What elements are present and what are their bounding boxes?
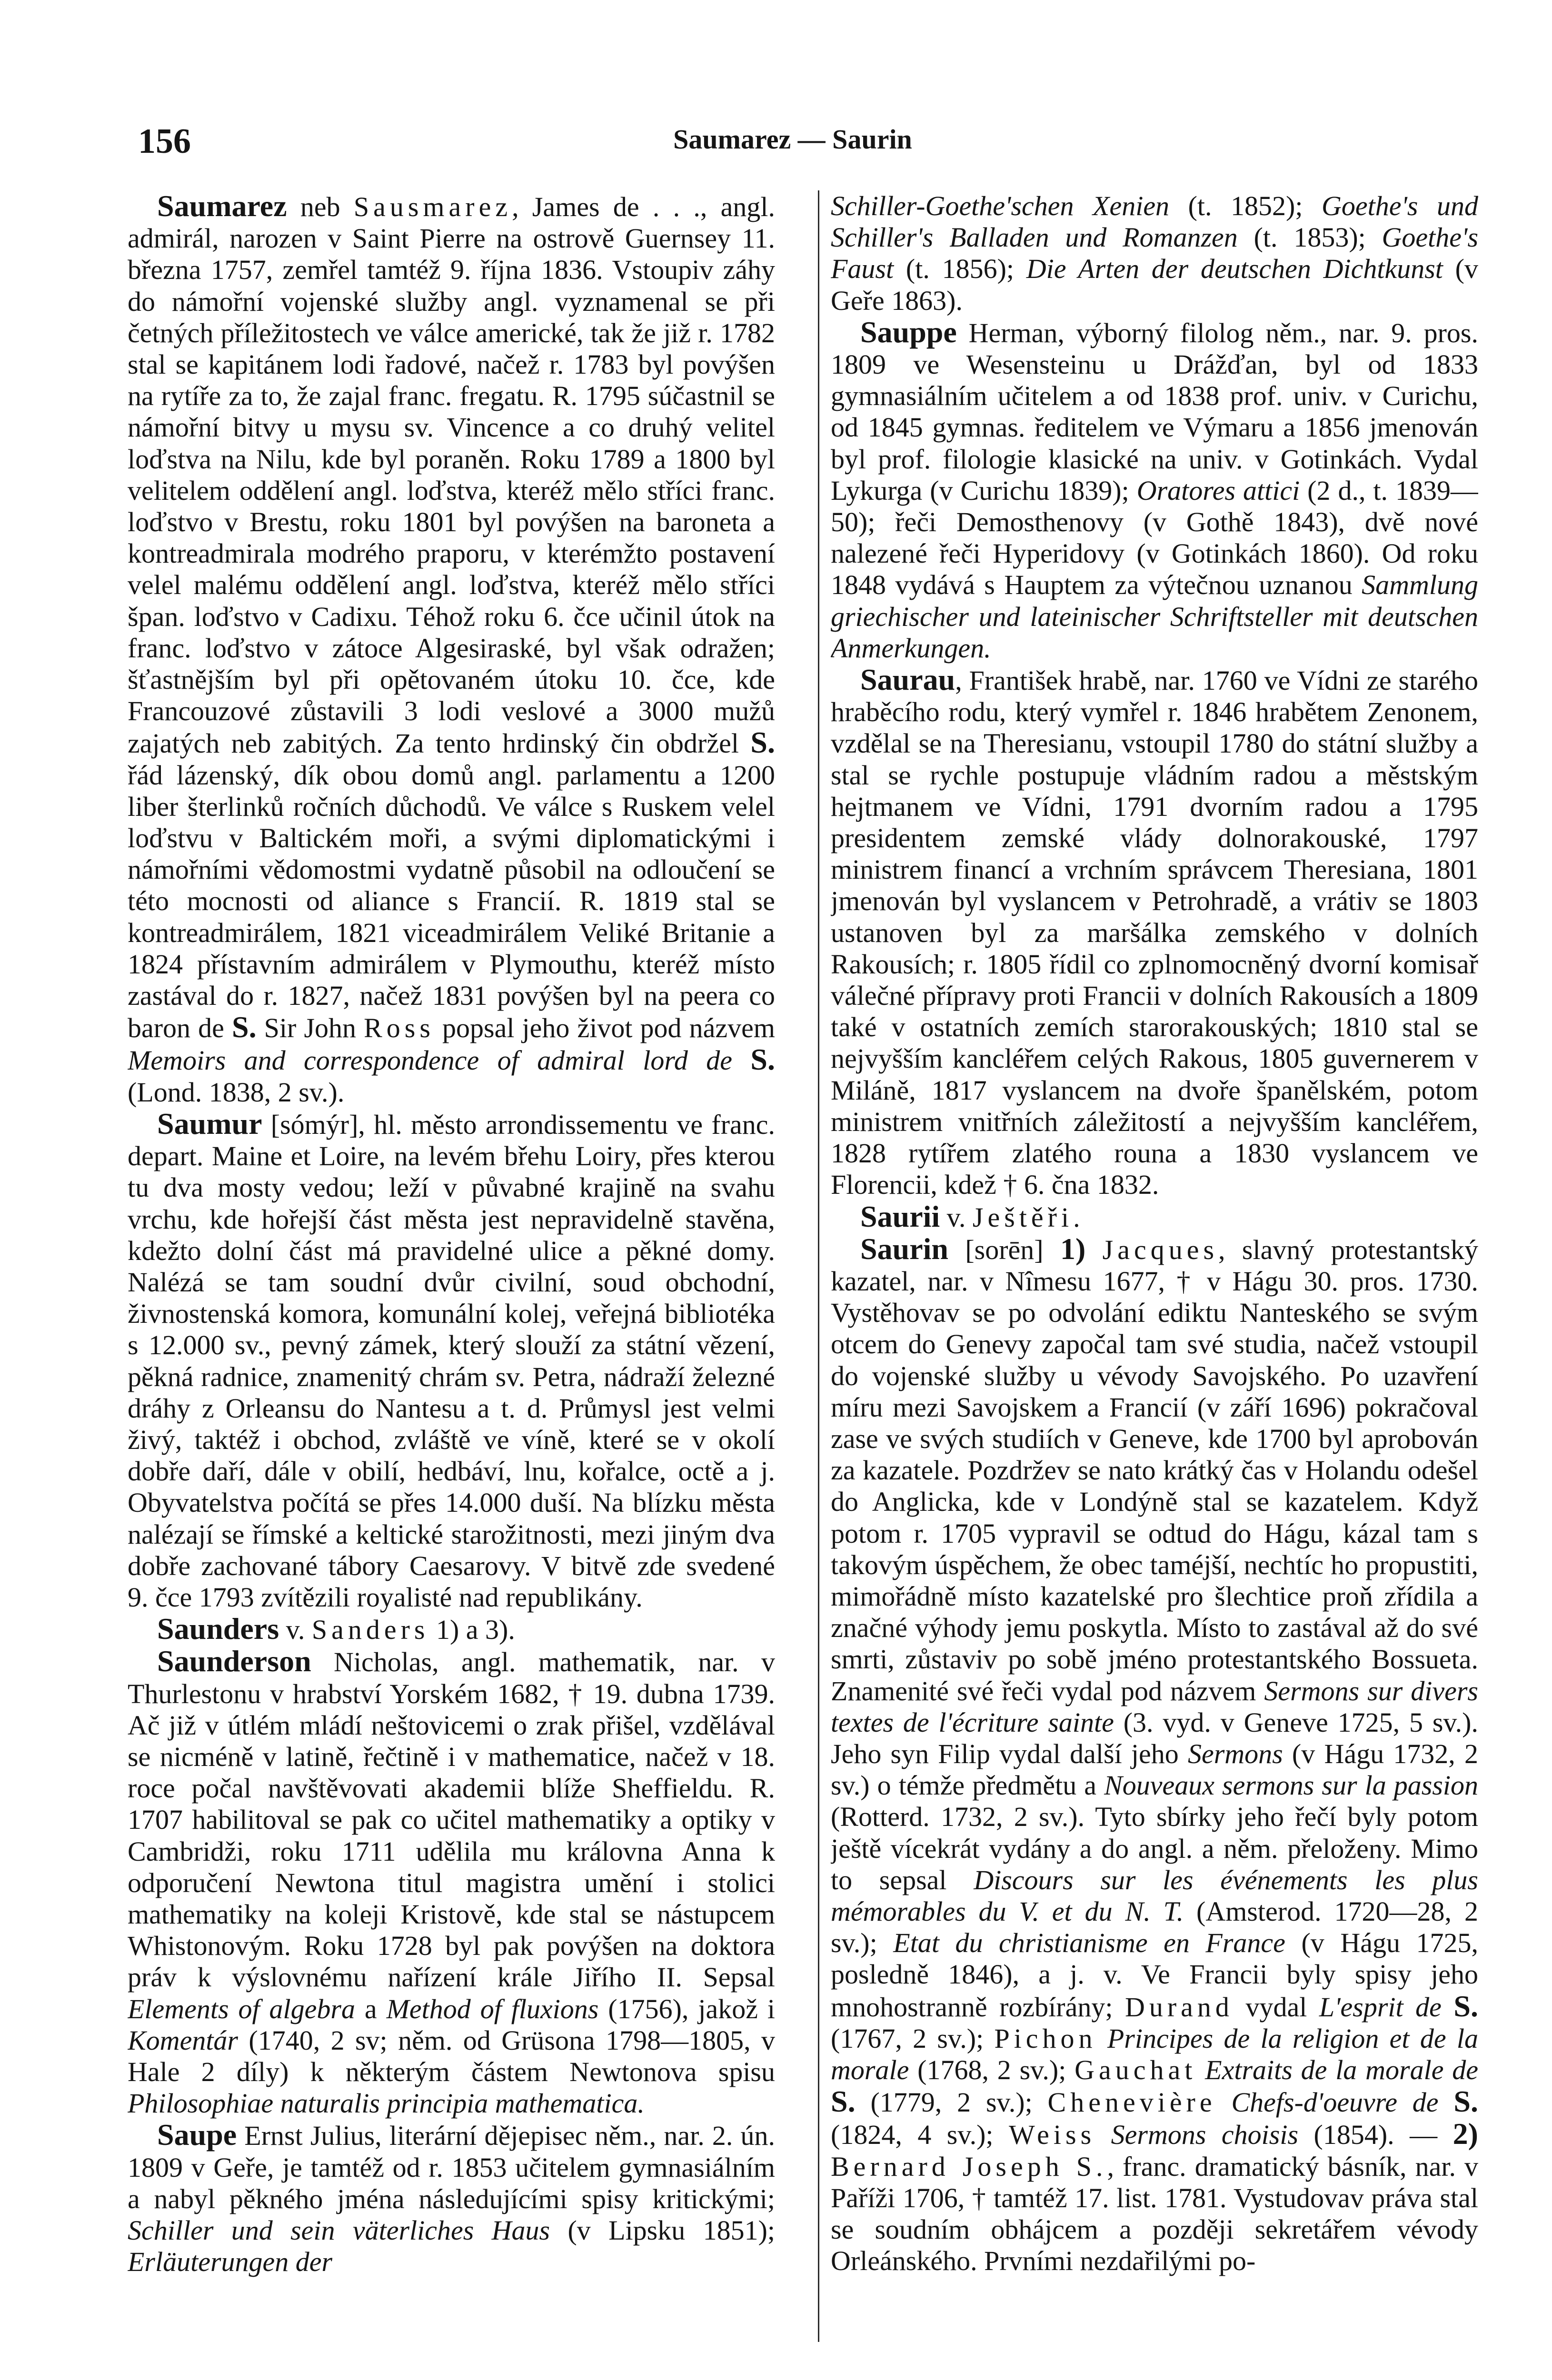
entry-text: a bbox=[355, 1993, 387, 2024]
entry-italic-title: Elements of algebra bbox=[128, 1993, 355, 2024]
entry-text: , franc. dramatický básník, nar. v Paříži 1706, † tamtéž 17. list. 1781. Vystudovav práva stal se soudním obhájcem a později sekretářem vévody Orleánského. Prvními nezdařilými po- bbox=[831, 2151, 1478, 2277]
entry-text: (v Hágu 1732, 2 sv.) o témže předmětu a bbox=[831, 1738, 1478, 1801]
entry-text: , František hrabě, nar. 1760 ve Vídni ze starého hraběcího rodu, který vymřel r. 1846 hrabětem Zenonem, vzdělal se na Theresianu, vstoupil 1780 do státní služby a stal se rychle postupuje vládním radou a městským hejtmanem ve Vídni, 1791 dvorním radou a 1795 presidentem zemské vlády dolnorakouské, 1797 ministrem financí a vrchním správcem Theresiana, 1801 jmenován byl vyslancem v Petrohradě, a vrátiv se 1803 ustanoven byl za maršálka zemského v dolních Rakousích; r. 1805 řídil co zplnomocněný dvorní komisař válečné přípravy proti Francii v dolních Rakousích a 1809 také v ostatních zemích starorakouských; 1810 stal se nejvyšším kancléřem celých Rakous, 1805 guvernerem v Miláně, 1817 vyslancem na dvoře španělském, potom ministrem vnitřních záležitostí a nejvyšším kancléřem, 1828 rytířem zlatého rouna a 1830 vyslancem ve Florencii, kdež † 6. čna 1832. bbox=[831, 665, 1478, 1200]
entry-text: v. bbox=[279, 1614, 312, 1646]
entry-text: [sómýr], hl. město arrondissementu ve franc. depart. Maine et Loire, na levém břehu Loiry, přes kterou tu dva mosty vedou; leží v půvabné krajině na svahu vrchu, kde hořejší část města jest nepravidelně stavěna, kdežto dolní část má pravidelné ulice a pěkné domy. Nalézá se tam soudní dvůr civilní, soud obchodní, živnostenská komora, komunální kolej, veřejná bibliotéka s 12.000 sv., pevný zámek, který slouží za státní vězení, pěkná radnice, znamenitý chrám sv. Petra, nádraží železné dráhy z Orleansu do Nantesu a t. d. Průmysl jest velmi živý, taktéž i obchod, zvláště ve víně, které se v okolí dobře daří, dále v obilí, hedbáví, lnu, kořalce, octě a j. Obyvatelstva počítá se přes 14.000 duší. Na blízku města nalézají se římské a keltické starožitnosti, mezi jiným dva dobře zachované tábory Caesarovy. V bitvě zde svedené 9. čce 1793 zvítězili royalisté nad republikány. bbox=[128, 1109, 775, 1613]
entry-saurau bbox=[831, 664, 1478, 1200]
entry-headword: S. bbox=[831, 2084, 856, 2119]
entry-headword: Saunderson bbox=[157, 1644, 311, 1678]
entry-text: , slavný protestantský kazatel, nar. v Nîmesu 1677, † v Hágu 30. pros. 1730. Vystěhovav se po odvolání ediktu Nanteského se svým otcem do Genevy započal tam své studia, načež vstoupil do vojenské služby u vévody Savojského. Po uzavření míru mezi Savojskem a Francií (v září 1696) pokračoval zase ve svých studiích v Geneve, kde 1700 byl aprobován za kazatele. Pozdržev se nato krátký čas v Holandu odešel do Anglicka, kde v Londýně stal se kazatelem. Když potom r. 1705 vypravil se odtud do Hágu, kázal tam s takovým úspěchem, že obec taméjší, nechtíc ho propustiti, mimořádně místo kazatelské pro šlechtice proň zřídila a značné výhody jemu poskytla. Místo to zastával až do své smrti, zůstaviv po sobě jméno protestantského Bossueta. Znamenité své řeči vydal pod názvem bbox=[831, 1234, 1478, 1706]
entry-headword: Saurin bbox=[860, 1231, 948, 1266]
entry-italic-title: Chefs-d'oeuvre de bbox=[1231, 2087, 1439, 2118]
entry-text: (1779, 2 sv.); bbox=[855, 2087, 1048, 2118]
entry-text: . bbox=[1073, 1201, 1080, 1233]
column-divider bbox=[818, 190, 819, 2342]
entry-spaced-name: Jacques bbox=[1102, 1234, 1219, 1265]
entry-saupe-cont bbox=[831, 190, 1478, 317]
right-column bbox=[831, 190, 1478, 2351]
entry-italic-title: Nouveaux sermons sur la passion bbox=[1104, 1770, 1478, 1801]
entry-spaced-name: Bernard Joseph S. bbox=[831, 2151, 1107, 2182]
entry-text: Herman, výborný filolog něm., nar. 9. pros. 1809 ve Wesensteinu u Drážďan, byl od 1833 gymnasiálním učitelem a od 1838 prof. univ. v Curichu, od 1845 gymnas. ředitelem ve Výmaru a 1856 jmenován byl prof. filologie klasické na univ. v Gotinkách. Vydal Lykurga (v Curichu 1839); bbox=[831, 317, 1478, 506]
entry-italic-title: Goethe's und Schiller's Balladen und Romanzen bbox=[831, 190, 1478, 253]
entry-spaced-name: Ross bbox=[364, 1012, 435, 1044]
entry-headword: Saumur bbox=[157, 1106, 262, 1140]
entry-saumarez bbox=[128, 190, 775, 1108]
entry-headword: Saupe bbox=[157, 2118, 237, 2152]
entry-text: v. bbox=[940, 1201, 973, 1233]
entry-sauppe bbox=[831, 317, 1478, 664]
entry-headword: 2) bbox=[1453, 2117, 1478, 2151]
entry-spaced-name: Sausmarez bbox=[353, 191, 512, 222]
entry-headword: Sauppe bbox=[860, 315, 957, 349]
entry-text: (t. 1853); bbox=[1237, 222, 1382, 253]
entry-text: (v Lipsku 1851); bbox=[550, 2215, 775, 2246]
entry-text: (1767, 2 sv.); bbox=[831, 2023, 995, 2054]
entry-italic-title: Schiller und sein väterliches Haus bbox=[128, 2215, 550, 2246]
entry-spaced-name: Chenevière bbox=[1047, 2087, 1216, 2118]
entry-italic-title: Sermons choisis bbox=[1111, 2119, 1299, 2151]
entry-spaced-name: Sanders bbox=[311, 1614, 429, 1646]
entry-italic-title: Goethe's Faust bbox=[831, 222, 1478, 285]
entry-headword: Saunders bbox=[157, 1612, 279, 1646]
entry-text: [sorēn] bbox=[948, 1234, 1060, 1265]
entry-headword: Saurii bbox=[860, 1199, 940, 1233]
entry-spaced-name: Gauchat bbox=[1074, 2054, 1197, 2085]
entry-text: (2 d., t. 1839—50); řeči Demosthenovy (v Gothě 1843), dvě nové nalezené řeči Hyperidovy (v Gotinkách 1860). Od roku 1848 vydává s Hauptem za výtečnou uznanou bbox=[831, 475, 1478, 601]
entry-headword: S. bbox=[231, 1010, 257, 1044]
entry-italic-title: Sermons sur divers textes de l'écriture sainte bbox=[831, 1675, 1478, 1738]
entry-saurin bbox=[831, 1233, 1478, 2277]
entry-text: (v Hágu 1725, posledně 1846), a j. v. Ve Francii byly spisy jeho mnohostranně rozbírány; bbox=[831, 1927, 1478, 2023]
entry-italic-title: Etat du christianisme en France bbox=[893, 1927, 1285, 1959]
entry-text: (v Geře 1863). bbox=[831, 253, 1478, 316]
page-number: 156 bbox=[138, 122, 191, 161]
entry-text: Ernst Julius, literární dějepisec něm., nar. 2. ún. 1809 v Geře, je tamtéž od r. 1853 učitelem gymnasiálním a nabyl pěkného jména následujícími spisy kritickými; bbox=[128, 2120, 775, 2214]
entry-italic-title: L'esprit de bbox=[1319, 1991, 1442, 2023]
entry-text: (1768, 2 sv.); bbox=[909, 2054, 1075, 2085]
entry-italic-title: Method of fluxions bbox=[386, 1993, 599, 2024]
entry-text bbox=[1196, 2054, 1205, 2085]
entry-text: řád lázenský, dík obou domů angl. parlamentu a 1200 liber šterlinků ročních důchodů. Ve válce s Ruskem velel loďstvu v Baltickém moři, a svými diplomatickými i námořními vědomostmi vydatně působil na odloučení se této mocnosti od aliance s Francií. R. 1819 stal se kontreadmirálem, 1821 viceadmirálem Veliké Britanie a 1824 přístavním admirálem v Plymouthu, kteréž místo zastával do r. 1827, načež 1831 povýšen byl na peera co baron de bbox=[128, 759, 775, 1044]
entry-spaced-name: Ještěři bbox=[972, 1201, 1074, 1233]
entry-italic-title: Sermons bbox=[1187, 1738, 1283, 1769]
entry-text: popsal jeho život pod názvem bbox=[434, 1012, 775, 1044]
entry-text bbox=[1097, 2023, 1107, 2054]
entry-text: Nicholas, angl. mathematik, nar. v Thurlestonu v hrabství Yorském 1682, † 19. dubna 1739. Ač již v útlém mládí neštovicemi o zrak přišel, vzdělával se nicméně v latině, řečtině i v mathematice, načež v 18. roce počal navštěvovati akademii blíže Sheffieldu. R. 1707 habilitoval se pak co učitel mathematiky a optiky v Cambridži, roku 1711 udělila mu královna Anna k odporučení Newtona titul magistra umění i stolici mathematiky na koleji Kristově, kde stal se nástupcem Whistonovým. Roku 1728 byl pak povýšen na doktora práv k výslovnému nařízení krále Jiřího II. Sepsal bbox=[128, 1646, 775, 1993]
entry-text bbox=[1095, 2119, 1111, 2150]
entry-headword: S. bbox=[750, 725, 775, 760]
entry-italic-title: Die Arten der deutschen Dichtkunst bbox=[1026, 253, 1443, 285]
entry-italic-title: Philosophiae naturalis principia mathematica. bbox=[128, 2088, 645, 2119]
entry-text: vydal bbox=[1233, 1991, 1319, 2023]
entry-text: (Rotterd. 1732, 2 sv.). Tyto sbírky jeho řečí byly potom ještě vícekrát vydány a do angl. a něm. přeloženy. Mimo to sepsal bbox=[831, 1801, 1478, 1895]
entry-text: , James de . . ., angl. admirál, narozen v Saint Pierre na ostrově Guernsey 11. března 1757, zemřel tamtéž 9. října 1836. Vstoupiv záhy do námořní vojenské služby angl. vyznamenal se při četných příležitostech ve válce americké, tak že již r. 1782 stal se kapitánem lodi řadové, načež r. 1783 byl povýšen na rytíře za to, že zajal franc. fregatu. R. 1795 súčastnil se námořní bitvy u mysu sv. Vincence a co druhý velitel loďstva na Nilu, kde byl poraněn. Roku 1789 a 1800 byl velitelem oddělení angl. loďstva, kteréž mělo stříci franc. loďstvo v Brestu, roku 1801 byl povýšen na baroneta a kontreadmirala modrého praporu, v kterémžto postavení velel malému oddělení angl. loďstva, kteréž mělo stříci špan. loďstvo v Cadixu. Téhož roku 6. čce učinil útok na franc. loďstvo v zátoce Algesiraské, byl však odražen; šťastnějším byl při opětovaném útoku 10. čce, kde Francouzové zůstavili 3 lodi veslové a 3000 mužů zajatých neb zabitých. Za tento hrdinský čin obdržel bbox=[128, 191, 775, 759]
entry-saunders bbox=[128, 1613, 775, 1646]
entry-text bbox=[1216, 2087, 1232, 2118]
entry-text: (3. vyd. v Geneve 1725, 5 sv.). Jeho syn Filip vydal další jeho bbox=[831, 1706, 1478, 1769]
entry-italic-title: Extraits de la morale de bbox=[1205, 2054, 1478, 2085]
entry-text: (Amsterod. 1720—28, 2 sv.); bbox=[831, 1895, 1478, 1959]
entry-saumur bbox=[128, 1108, 775, 1613]
entry-headword: Saurau bbox=[860, 663, 955, 697]
entry-text: neb bbox=[287, 191, 354, 222]
entry-headword: Saumarez bbox=[157, 190, 287, 223]
entry-text bbox=[1439, 2087, 1454, 2118]
entry-text: (1824, 4 sv.); bbox=[831, 2119, 1009, 2151]
entry-italic-title: Memoirs and correspondence of admiral lord de bbox=[128, 1045, 732, 1076]
entry-spaced-name: Weiss bbox=[1009, 2119, 1096, 2151]
entry-text: (1854). — bbox=[1298, 2119, 1453, 2151]
entry-italic-title: Sammlung griechischer und lateinischer Schriftsteller mit deutschen Anmerkungen. bbox=[831, 569, 1478, 664]
running-head: Saumarez — Saurin bbox=[673, 124, 912, 155]
entry-headword: S. bbox=[750, 1042, 775, 1077]
entry-italic-title: Komentár bbox=[128, 2024, 238, 2056]
entry-spaced-name: Pichon bbox=[994, 2023, 1097, 2054]
entry-text: (1756), jakož i bbox=[598, 1993, 775, 2024]
entry-italic-title: Schiller-Goethe'schen Xenien bbox=[831, 190, 1170, 221]
entry-text: (t. 1856); bbox=[894, 253, 1026, 285]
entry-saunderson bbox=[128, 1646, 775, 2119]
entry-text: (Lond. 1838, 2 sv.). bbox=[128, 1076, 345, 1108]
entry-headword: 1) bbox=[1060, 1231, 1086, 1266]
entry-text bbox=[1442, 1992, 1454, 2023]
page-header bbox=[138, 121, 1447, 169]
entry-text bbox=[732, 1045, 750, 1076]
entry-text: 1) a 3). bbox=[429, 1614, 515, 1646]
entry-headword: S. bbox=[1453, 2084, 1478, 2119]
entry-saurii bbox=[831, 1201, 1478, 1233]
entry-spaced-name: Durand bbox=[1124, 1991, 1234, 2023]
entry-headword: S. bbox=[1453, 1989, 1478, 2023]
entry-text: Sir John bbox=[256, 1012, 364, 1044]
entry-saupe bbox=[128, 2119, 775, 2278]
left-column bbox=[128, 190, 775, 2351]
entry-italic-title: Erläuterungen der bbox=[128, 2246, 333, 2278]
entry-text: (1740, 2 sv; něm. od Grüsona 1798—1805, v Hale 2 díly) k některým částem Newtonova spisu bbox=[128, 2024, 775, 2087]
entry-italic-title: Oratores attici bbox=[1136, 475, 1300, 506]
entry-italic-title: Principes de la religion et de la morale bbox=[831, 2023, 1478, 2085]
entry-italic-title: Discours sur les événements les plus mémorables du V. et du N. T. bbox=[831, 1864, 1478, 1927]
entry-text bbox=[1085, 1234, 1102, 1265]
entry-text: (t. 1852); bbox=[1169, 190, 1322, 221]
